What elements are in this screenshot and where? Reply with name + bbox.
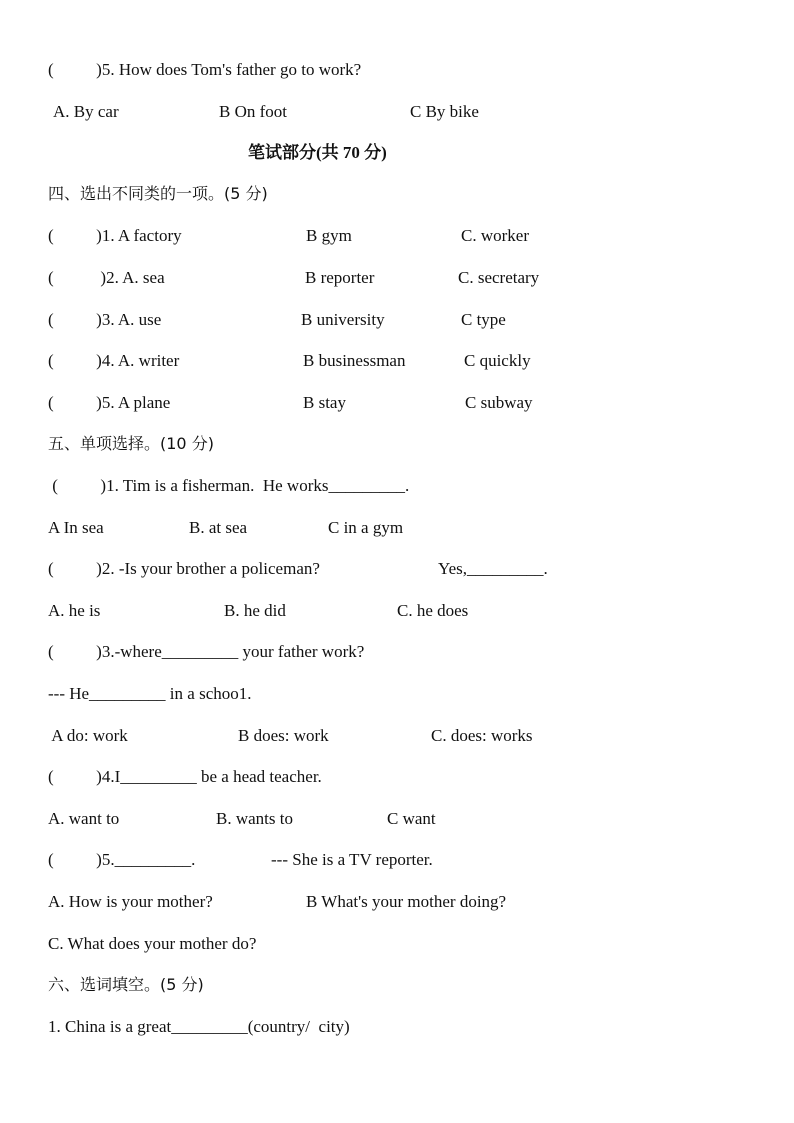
s4-item-3-c: C type <box>461 310 506 329</box>
s5-q3-reply: --- He_________ in a schoo1. <box>48 684 252 703</box>
s5-q4-option-c: C want <box>387 809 436 828</box>
s6-q1: 1. China is a great_________(country/ city) <box>48 1017 350 1036</box>
option-c: C By bike <box>410 102 479 121</box>
listening-question-5: ( )5. How does Tom's father go to work? <box>48 60 362 79</box>
s4-item-4-c: C quickly <box>464 351 531 370</box>
s4-item-1: ( )1. A factory <box>48 226 182 245</box>
s5-q5-option-c: C. What does your mother do? <box>48 934 257 953</box>
written-section-title: 笔试部分(共 70 分) <box>248 143 387 162</box>
s4-item-1-b: B gym <box>306 226 352 245</box>
s4-item-2-b: B reporter <box>305 268 375 287</box>
s5-q3: ( )3.-where_________ your father work? <box>48 642 365 661</box>
s5-q3-option-a: A do: work <box>48 726 128 745</box>
section-6-heading: 六、选词填空。(5 分) <box>48 975 204 994</box>
s5-q4: ( )4.I_________ be a head teacher. <box>48 767 322 786</box>
s5-q2-answer: Yes,_________. <box>438 559 548 578</box>
s4-item-5-b: B stay <box>303 393 346 412</box>
s5-q3-option-b: B does: work <box>238 726 329 745</box>
s5-q2: ( )2. -Is your brother a policeman? <box>48 559 320 578</box>
s5-q4-option-a: A. want to <box>48 809 120 828</box>
s4-item-4: ( )4. A. writer <box>48 351 180 370</box>
s5-q4-option-b: B. wants to <box>216 809 293 828</box>
s5-q1-option-b: B. at sea <box>189 518 248 537</box>
s5-q5: ( )5._________. <box>48 850 196 869</box>
s5-q1-option-c: C in a gym <box>328 518 404 537</box>
s5-q5-option-b: B What's your mother doing? <box>306 892 507 911</box>
s4-item-2-c: C. secretary <box>458 268 540 287</box>
s4-item-3: ( )3. A. use <box>48 310 162 329</box>
section-4-heading: 四、选出不同类的一项。(5 分) <box>48 184 268 203</box>
s5-q3-option-c: C. does: works <box>431 726 533 745</box>
option-a: A. By car <box>53 102 119 121</box>
s4-item-5-c: C subway <box>465 393 533 412</box>
s5-q1-option-a: A In sea <box>48 518 104 537</box>
option-b: B On foot <box>219 102 287 121</box>
s4-item-2: ( )2. A. sea <box>48 268 165 287</box>
s4-item-1-c: C. worker <box>461 226 529 245</box>
s5-q2-option-b: B. he did <box>224 601 286 620</box>
s4-item-4-b: B businessman <box>303 351 406 370</box>
s5-q5-reply: --- She is a TV reporter. <box>271 850 433 869</box>
s4-item-3-b: B university <box>301 310 385 329</box>
s5-q2-option-c: C. he does <box>397 601 469 620</box>
section-5-heading: 五、单项选择。(10 分) <box>48 434 214 453</box>
s4-item-5: ( )5. A plane <box>48 393 171 412</box>
s5-q2-option-a: A. he is <box>48 601 101 620</box>
s5-q1: ( )1. Tim is a fisherman. He works_________. <box>48 476 410 495</box>
s5-q5-option-a: A. How is your mother? <box>48 892 213 911</box>
